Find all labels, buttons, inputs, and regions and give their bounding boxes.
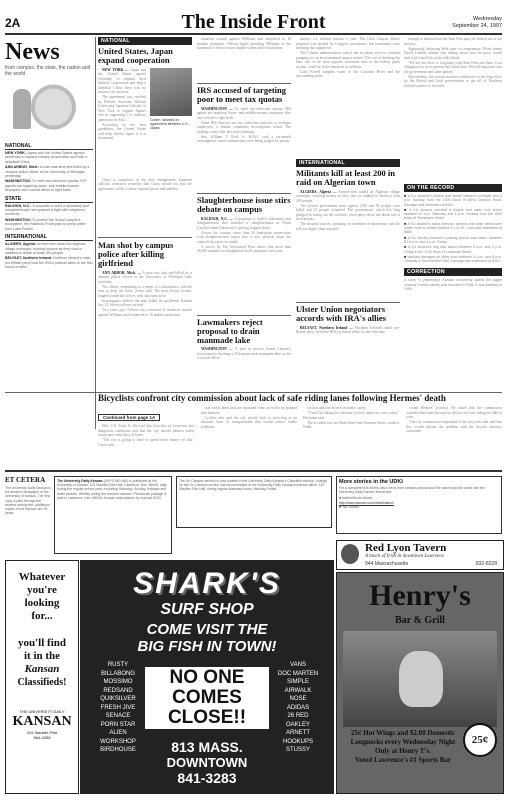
sharks-phone: 841-3283 <box>177 770 237 786</box>
sharks-tagline-2: BIG FISH IN TOWN! <box>137 638 277 655</box>
henrys-deal-3: Only at Henry T's. <box>375 747 431 755</box>
article-body: NEW YORK — Japan and the United States agreed yesterday to expand their military cooperation and help a skeptical China there was no reason to be anxious. The agreement was reached by Defense Secretary William Cohen and Japanese officials in New York to expand Japan's role in supporting U.S. military operations in Asia. According to the new guidelines, the United States will help defend Japan if it is threatened. <box>98 67 146 141</box>
lion-icon <box>341 544 359 564</box>
article-body-continued: China is suspicious of the new arrangement. Japanese officials reiterated yesterday that China should not fear the agreement, which is about regional peace and stability. <box>98 177 192 191</box>
red-lyon-tagline: A touch of Irish in downtown Lawrence <box>365 554 444 559</box>
sharks-center-2: COMES <box>172 687 242 708</box>
record-item-text: A KU student's vehicle was stolen between midnight and 4 p.m. Sunday from the 1300 block of West Campus Road. Damage was estimated at $100. <box>404 194 502 207</box>
classifieds-line-1: Whatever <box>18 571 66 583</box>
masthead-info-box <box>54 476 172 554</box>
column-3 <box>197 37 291 392</box>
article-lead: To meet tax-collection quotas, IRS agents are targeting lower- and middle-income taxpayers who can't afford to fight back. <box>197 106 291 120</box>
top-stories-icon: ■ <box>339 504 342 509</box>
dateline: RALEIGH, N.C. — <box>201 216 234 221</box>
section-header-national: NATIONAL <box>98 37 192 45</box>
sharks-brand: OAKLEY <box>285 721 310 728</box>
bottom-story <box>98 394 502 468</box>
person-silhouette-image <box>13 89 31 129</box>
masthead-date: September 24, 1997 <box>452 23 502 29</box>
news-brief-place: WASHINGTON: <box>5 217 31 222</box>
news-brief-text: Armed men raided an Algerian village overnight, burning houses as they shot or stabbed to death at least 200 people. <box>5 242 86 255</box>
bullet-square-icon: ■ <box>404 194 408 198</box>
sharks-brand: RUSTY <box>107 662 129 668</box>
page-number: 2A <box>5 16 21 30</box>
record-item-text: A KU student reported a bicycle and cable lock stolen between 10 a.m. Saturday and 6 p.m. Sunday from the 1500 block of Tennessee Street. <box>404 207 502 221</box>
sharks-center-1: NO ONE <box>169 667 245 688</box>
sharks-center-3: CLOSE!! <box>167 707 247 728</box>
kansan-classifieds-ad <box>5 560 79 794</box>
sharks-brand: NOSE <box>289 696 307 702</box>
bullet-square-icon: ■ <box>404 245 408 250</box>
red-lyon-tavern-ad <box>336 540 504 570</box>
sharks-address-2: DOWNTOWN <box>166 755 248 770</box>
headline-campus-police: Man shot by campus police after killing girlfriend <box>98 239 174 268</box>
udki-nation-label: Nation/World stories <box>342 496 373 501</box>
article-body: domestic assault against Williams and sentenced to 18 months probation. Nelson began attacking Williams in the basement of the two-story duplex where police found him. <box>197 37 291 50</box>
article-body: ALGIERS, Algeria — Armed men raided an Algerian village overnight, torching houses as they shot or stabbed to death at least 200 people. The official government news agency APS said 85 people were killed and 67 people wounded. The government, which has long pledged to stamp out the violence, often plays down the death toll of such attacks. The hospital sources, speaking on condition of anonymity, said the toll was higher than reported. <box>296 189 400 231</box>
udki-text: For a complete look at this day's news from campus and around the nation and the world visit the University Daily Kansan interactive. <box>339 486 485 495</box>
article-body: ANN ARBOR, Mich. — A man was shot and killed by a campus police officer at the University of Michigan early yesterday. The officer, responding to a report of a disturbance, told the man to drop the knife, police said. The man, Kesor Gerdes, lunged toward the officer, who shot him twice. Investigators believe the man killed his girlfriend, Kirtana Jay, 25, before officers arrived. Two years ago, Nelson was convicted of domestic assault against Williams and sentenced to 18 months probation. <box>98 270 192 317</box>
on-the-record-header: ON THE RECORD <box>404 184 502 192</box>
article-divider <box>296 302 400 303</box>
henrys-sub: Bar & Grill <box>395 615 445 626</box>
record-item <box>404 208 502 221</box>
classifieds-line-4: for... <box>31 610 53 622</box>
dateline: ALGIERS, Algeria — <box>300 189 337 194</box>
classifieds-line-2: you're <box>27 584 57 596</box>
dateline: WASHINGTON — <box>201 347 233 352</box>
sharks-brand: BIRDHOUSE <box>100 747 136 753</box>
article-body: sound Hermes' accident. He asked that the commission consider bike lanes because he did not feel safe riding his bike in town. The city commission responded to the bicyclists and said that they would discuss the problem with the bicycle advisory committee. <box>405 406 502 434</box>
article-lead: Armed men raided an Algerian village overnight, torching houses as they shot or stabbed to death at least 200 people. <box>296 189 400 203</box>
sharks-address-1: 813 MASS. <box>171 739 243 755</box>
news-brief <box>5 256 93 269</box>
red-lyon-phone: 832-8228 <box>475 561 497 567</box>
news-section-header: STATE <box>5 196 93 203</box>
record-item <box>404 222 502 235</box>
news-brief-place: RALEIGH, N.C.: <box>5 203 32 208</box>
article-divider <box>197 193 291 194</box>
news-brief <box>5 204 93 217</box>
news-brief-text: Japan and the United States agreed yesterday to expand military cooperation and help a skeptical China. <box>5 151 88 164</box>
column-4 <box>296 37 400 392</box>
column-5-article: enough to demand that the Sinn Fein party be kicked out of the process. Apparently harboring little hope of compromise, Ulster leader David Trimble already was talking about how his party would deal with Sinn Fein in the talks ahead. "We are not there to negotiate with Sinn Fein and there is no obligation for us to present the whole time. We will negotiate with the government and other parties." Nevertheless, the session marked a milestone in the long effort by the British and Irish governments to get all of Northern Ireland's parties to the table. <box>404 37 502 88</box>
news-brief-text: To meet tax-collection quotas, IRS agents are targeting lower- and middle-income taxpayers who cannot afford to fight back. <box>5 179 87 193</box>
classifieds-line-3: looking <box>24 597 60 609</box>
sharks-brand: ADIDAS <box>286 704 310 711</box>
sharks-logo: SHARK'S <box>133 567 281 600</box>
et-cetera-header: ET CETERA <box>5 476 46 484</box>
henrys-deal-4: Voted Lawrence's #1 Sports Bar <box>354 756 452 764</box>
masthead <box>5 8 502 34</box>
dateline: BELFAST, Northern Ireland — <box>300 325 353 330</box>
article-lead: Japan and the United States agreed yesterday to expand their military cooperation and help a skeptical China there was no reason to be anxious. <box>98 67 146 95</box>
article-body: RALEIGH, N.C. — A proposal to build a laboratory and slaughterhouse that includes a slaughterhouse at North Carolina State University is getting bogged down. Across the country, more than 20 land-grant universities with slaughterhouses report few, if any, protests about the research that goes on inside. A survey by The Associated Press shows that more than 46,000 animals are slaughtered on 20 campuses each year. <box>197 216 291 254</box>
article-lead: A man was shot and killed by a campus police officer at the University of Michigan early yesterday. <box>98 270 192 284</box>
bullet-square-icon: ■ <box>404 254 408 259</box>
cohen-photo-caption: Cohen: Worked on agreement between U.S., Japan. <box>150 117 190 131</box>
sharks-brand: ARNETT <box>286 730 310 736</box>
henrys-deal-2: Longnecks every Wednesday Night <box>350 738 456 746</box>
sharks-brand: SIMPLE <box>286 679 309 685</box>
on-campus-box <box>176 476 332 528</box>
classifieds-line-7: Kansan <box>24 663 60 675</box>
nation-icon: ■ <box>339 496 342 501</box>
sharks-brand: VANS <box>290 662 306 668</box>
kansan-address: 119 Stauffer-Flint <box>26 730 58 735</box>
news-brief <box>5 151 93 164</box>
sharks-brand: REDSAND <box>103 687 133 694</box>
article-divider <box>197 83 291 84</box>
news-brief-place: ANN ARBOR, Mich.: <box>5 165 40 170</box>
article-body: cyclists and one drivers on traffic safety. "I find I'm biking less because I worry about my own safety," Heckman said. The accident was on Ninth Street and Vermont Street, south of Ninth. <box>303 406 400 430</box>
sharks-brand: DOC MARTEN <box>277 670 319 677</box>
red-lyon-address: 944 Massachusetts <box>365 561 409 567</box>
news-brief-place: BELFAST, Northern Ireland: <box>5 256 53 261</box>
classifieds-line-6: it in the <box>23 650 61 662</box>
sharks-brand: ALIEN WORKSHOP <box>100 730 136 745</box>
correction-header: CORRECTION <box>404 268 502 276</box>
et-cetera <box>5 476 51 556</box>
correction-text: A story in yesterday's Kansan incorrectly stated the Aggie comedy Gomez variety was founded in 1996. It was founded in 1990. <box>404 278 502 292</box>
dateline: NEW YORK — <box>102 67 129 72</box>
news-title: News <box>5 39 60 65</box>
sharks-brand: BILLABONG <box>100 670 135 677</box>
article-lead: A proposal to build a laboratory and slaughterhouse that includes a slaughterhouse at North Carolina State University is getting bogged down. <box>197 216 291 230</box>
sharks-brand: 26 RED <box>287 713 309 719</box>
news-brief-text: A proposal to build a laboratory and slaughterhouse has sparked a fight with neighbors' concerns. <box>5 203 89 217</box>
udki-top-stories-label: Top Stories <box>341 504 359 509</box>
record-item <box>404 255 502 264</box>
headline-us-japan: United States, Japan expand cooperation <box>98 46 173 65</box>
udki-box <box>336 476 502 534</box>
henrys-deals <box>341 729 465 765</box>
sharks-brand: SENACE <box>105 713 131 719</box>
record-item-text: A KU faculty member's parking permit was stolen between 8:15 a.m. and 4 p.m. Friday. <box>404 235 502 244</box>
udk-publication-info: (USPS 650-640) is published at the University of Kansas, 119 Stauffer-Flint Hall, Lawrence, Kan. 66045, daily during the regular school year, excluding Saturday, Sunday, holidays and finals periods. Weekly during the summer session. Periodicals postage is paid in Lawrence, Kan. 66044. Annual subscriptions by mail are $120. <box>57 479 167 500</box>
news-brief <box>5 165 93 178</box>
news-column <box>5 37 93 429</box>
news-section-header: NATIONAL <box>5 143 93 150</box>
bullet-square-icon: ■ <box>404 235 408 240</box>
henrys-photo <box>343 631 497 727</box>
classifieds-line-8: Classifieds! <box>17 677 67 688</box>
chicken-wing-icon <box>399 651 443 707</box>
henrys-badge <box>463 723 497 757</box>
sharks-brand: FRESH JIVE <box>100 704 136 711</box>
sharks-brand: HOOKUPS <box>282 738 313 745</box>
article-body: WASHINGTON — To meet tax-collection quotas, IRS agents are targeting lower- and middle-income taxpayers who can't afford to fight back. Some IRS districts use tax collection statistics to evaluate employees, a Senate committee investigation found. The findings come after last year's hearings. Sen. William V. Roth Jr., R-Del., said a six-month investigation found commissions were being judged by quotas. <box>197 106 291 144</box>
article-body: Hall, 6 E. Sixth St. He said that bicyclists in Lawrence face dangerous conditions and that the city should address safety issues and create bicycle lanes. "The city is going to have to spend more money on this," Curtis said. <box>98 424 195 447</box>
ad-section-rule <box>5 470 502 472</box>
henrys-logo: Henry's <box>369 579 471 612</box>
kansan-phone: 864-4358 <box>33 735 51 740</box>
record-item-text: A KU student's radar detector, camera and other items were stolen from a vehicle parked in Lot 90. Loss was estimated at $850. <box>404 221 502 235</box>
article-divider <box>98 237 192 238</box>
henrys-bar-grill-ad <box>336 572 504 794</box>
headline-irs: IRS accused of targeting poor to meet tax quotas <box>197 85 287 104</box>
sharks-sub: SURF SHOP <box>160 601 254 618</box>
bottom-story-headline: Bicyclists confront city commission about lack of safe riding lanes following Hermes' death <box>98 394 446 403</box>
bottom-story-top-rule <box>5 392 502 393</box>
on-campus-text: The On Campus section is now located in the University Daily Kansan's Classified section. Listings for the On Campus section can be purchased at the University Daily Kansan business office, 119 Stauffer-Flint Hall, during regular business hours, Monday-Friday. <box>179 479 328 492</box>
article-body <box>197 347 291 387</box>
kansan-brand-top: THE UNIVERSITY DAILY <box>19 709 65 714</box>
dateline: ANN ARBOR, Mich. — <box>102 270 142 275</box>
udki-link[interactable]: http://www.kansan.com/news/nation/ <box>339 500 394 505</box>
headline-lake: Lawmakers reject proposal to drain manmade lake <box>197 316 263 345</box>
udki-header: More stories in the UDKi <box>339 479 403 485</box>
headline-algeria: Militants kill at least 200 in raid on Algerian town <box>296 168 395 187</box>
news-brief-place: NEW YORK: <box>5 151 26 155</box>
sharks-brand: STUSSY <box>285 747 310 753</box>
record-item-text: A KU student's ring was stolen between 8 a.m. and 3 p.m. Friday in the 1100 block of Louisiana Street. <box>404 245 502 254</box>
news-subtitle: from campus, the state, the nation and the world <box>5 65 91 77</box>
sharks-brand: QUIKSILVER <box>100 696 136 702</box>
sharks-center-box <box>145 667 269 729</box>
article-body <box>296 326 400 376</box>
sharks-brand: MOSSIMO <box>103 679 133 685</box>
globe-graphic <box>5 81 93 139</box>
news-brief <box>5 179 93 192</box>
henrys-badge-text: 25¢ <box>471 734 489 746</box>
sharks-tagline-1: COME VISIT THE <box>146 621 268 638</box>
article-lead: A plan to protect Grand Canyon's ecosystem by draining a 210-square-mile manmade lake on the Colorado River. <box>197 347 291 361</box>
bullet-square-icon: ■ <box>404 221 408 226</box>
masthead-rule <box>5 33 502 35</box>
record-item-text: Vandals damaged an office door between 11 p.m. and 8 a.m. Tuesday in Summerfield Hall. Damage was estimated at $200. <box>404 254 502 264</box>
continued-from-label: Continued from page 1A <box>98 414 160 421</box>
article-lead: Northern Ireland's main pro-British party faced the IRA's political allies for the first time. <box>296 325 400 335</box>
article-divider <box>197 315 291 316</box>
headline-ulster: Ulster Union negotiators accords with IRA's allies <box>296 303 386 323</box>
article-lead: Hall, 6 E. Sixth St. He said that bicyclists in Lawrence face dangerous conditions and that the city should address safety issues and create bicycle lanes. <box>98 424 195 438</box>
on-the-record <box>404 184 502 392</box>
record-item <box>404 236 502 245</box>
article-body: attracts 2.1 million tourists a year. The Glen Canyon Dam's proposal was backed by Congress protestants, but lawmakers were anything but supportive. The Clinton administration said it has no plans even to consider pumping for an environmental impact review. The cost of draining the lake, one of the most popular recreation sites in the federal parks system, could be in the hundreds of millions. Lake Powell supplies water to the Colorado River and the surrounding states. <box>296 37 400 78</box>
masthead-day: Wednesday <box>473 16 502 22</box>
article-body: safe traffic lanes and are separated from car traffic by painted lane markers. Cyclists also said the city should look to bicycling as an alternate form of transportation that would reduce traffic problems. <box>200 406 297 429</box>
section-header-international: INTERNATIONAL <box>296 159 400 167</box>
bullet-square-icon: ■ <box>404 207 410 212</box>
news-brief <box>5 242 93 255</box>
headline-slaughterhouse: Slaughterhouse issue stirs debate on campus <box>197 194 291 214</box>
masthead-title: The Inside Front <box>181 11 326 33</box>
news-brief-place: ALGIERS, Algeria: <box>5 242 37 247</box>
sharks-surf-shop-ad <box>80 560 334 794</box>
news-brief-text: To protect the Grand Canyon's ecosystem, the Rainbow Pools plan to pump water from Lake Powell. <box>5 217 86 231</box>
article-lead: attracts 2.1 million tourists a year. <box>300 37 358 41</box>
udk-title: The University Daily Kansan <box>57 479 103 483</box>
classifieds-line-5: you'll find <box>18 637 66 649</box>
et-cetera-text: The University Daily Kansan is the student newspaper of the University of Kansas. The first copy is paid through the student activity fee. Additional copies of the Kansan are 25 cents. <box>5 486 51 516</box>
column-2 <box>98 37 192 429</box>
red-lyon-name: Red Lyon Tavern <box>365 542 447 554</box>
news-section-header: INTERNATIONAL <box>5 234 93 241</box>
kansan-brand-logo: KANSAN <box>12 714 72 729</box>
cohen-photo <box>150 68 192 116</box>
news-brief-text: Northern Ireland's main pro-British party took the IRA's political allies to the first round of talks. <box>5 256 93 270</box>
dateline: WASHINGTON — <box>201 106 233 111</box>
news-brief-text: A man was shot and killed by a campus police officer at the University of Michigan yesterday. <box>5 165 90 179</box>
sharks-brand: PORN STAR <box>100 721 136 728</box>
sharks-brand: AIRWALK <box>284 687 312 694</box>
record-item <box>404 194 502 207</box>
record-item <box>404 245 502 254</box>
news-brief <box>5 218 93 231</box>
henrys-deal-1: 25¢ Hot Wings and $2.00 Domestic <box>351 729 455 737</box>
news-brief-place: WASHINGTON: <box>5 179 31 184</box>
news-column-rule <box>95 37 96 429</box>
